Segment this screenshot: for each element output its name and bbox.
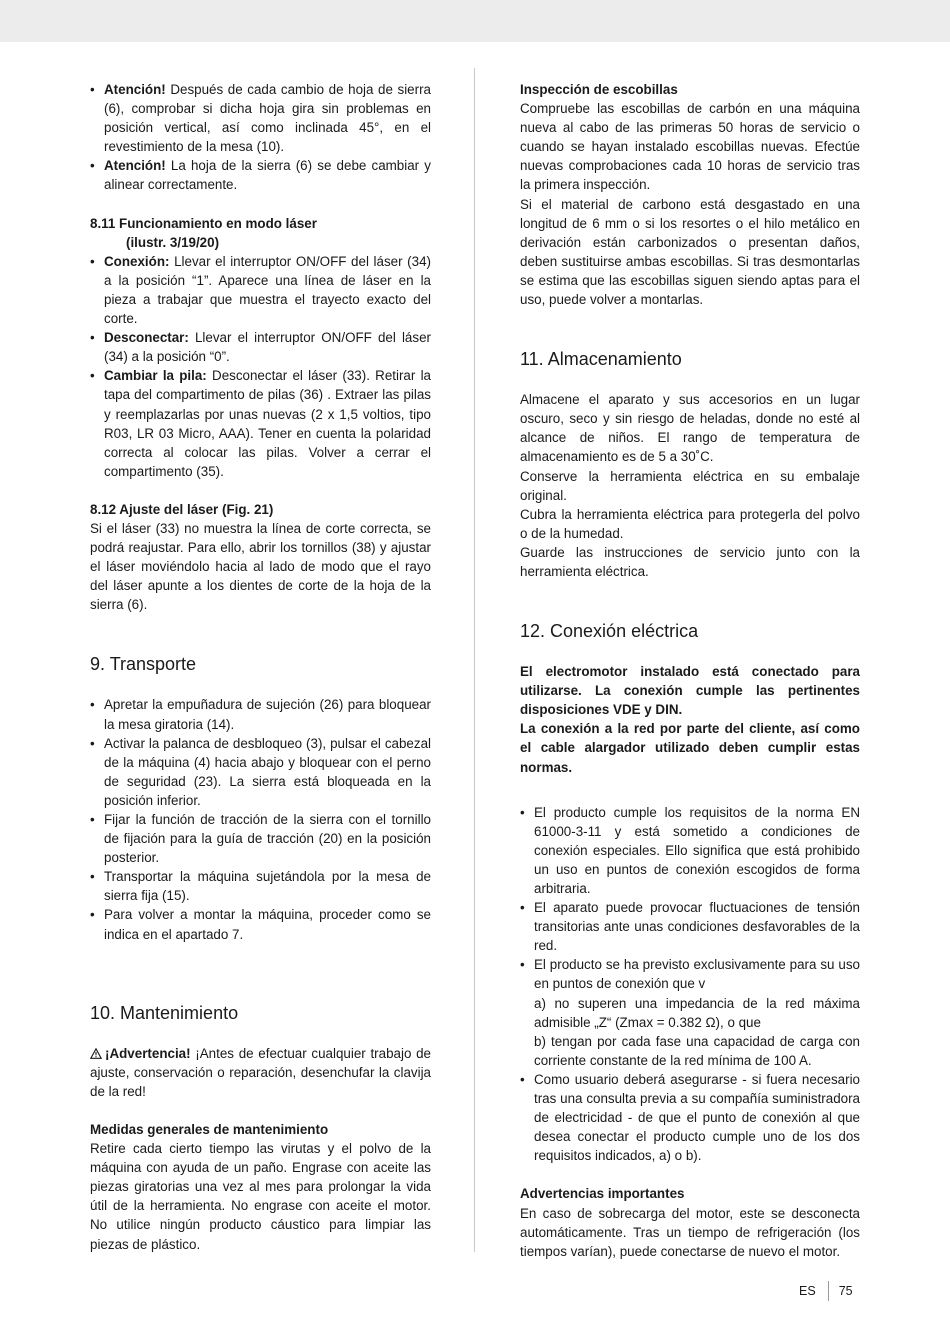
brush-paragraph-1: Compruebe las escobillas de carbón en una máquina nueva al cabo de las primeras 50 horas de servicio o cuando se hayan instalado escobillas nuevas. Efectúe nuevas comprobaciones cada 10 horas de servicio tras la primera inspección. [520,101,860,193]
attention-list [90,80,431,195]
section-8-11-subtitle: (ilustr. 3/19/20) [126,234,220,250]
list-item: • Activar la palanca de desbloqueo (3), pulsar el cabezal de la máquina (4) hacia abajo y bloquear con el perno de seguridad (23). La sierra está bloqueada en la posición inferior. [90,734,431,810]
important-warnings-title: Advertencias importantes [520,1186,685,1202]
storage-paragraph-2: Conserve la herramienta eléctrica en su embalaje original. [520,468,860,503]
list-item: • El producto se ha previsto exclusivamente para su uso en puntos de conexión que v a) no superen una impedancia de la red máxima admisible „Z“ (Zmax = 0.382 Ω), o que b) tengan por cada fase una capacidad de carga con corriente constante de la red mínima de 100 A. [520,955,860,1070]
list-item: • Apretar la empuñadura de sujeción (26) para bloquear la mesa giratoria (14). [90,695,431,733]
section-8-12-title: 8.12 Ajuste del láser (Fig. 21) [90,501,274,517]
maintenance-text: Retire cada cierto tiempo las virutas y el polvo de la máquina con ayuda de un paño. Engrase con aceite las piezas giratorias una vez al mes para prolongar la vida útil de la herramienta. No engrase con aceite el motor. No utilice ningún producto cáustico para limpiar las piezas de plástico. [90,1141,431,1252]
language-code: ES [799,1284,816,1298]
important-warnings-text: En caso de sobrecarga del motor, este se desconecta automáticamente. Tras un tiempo de refrigeración (los tiempos varían), puede conectarse de nuevo el motor. [520,1205,860,1259]
heading-almacenamiento: 11. Almacenamiento [520,349,682,370]
transport-list [90,695,431,943]
list-item: • Atención! Después de cada cambio de hoja de sierra (6), comprobar si dicha hoja gira sin problemas en posición vertical, así como inclinada 45°, en el revestimiento de la mesa (10). [90,80,431,156]
electric-note-1: El electromotor instalado está conectado para utilizarse. La conexión cumple las pertinentes disposiciones VDE y DIN. [520,664,860,718]
column-divider [474,68,475,1252]
heading-mantenimiento: 10. Mantenimiento [90,1002,239,1023]
list-item: • Como usuario deberá asegurarse - si fuera necesario tras una consulta previa a su compañía suministradora de electricidad - de que el punto de conexión al que desea conectar el producto cumple uno de los dos requisitos indicados, a) o b). [520,1070,860,1165]
storage-paragraph-1: Almacene el aparato y sus accesorios en un lugar oscuro, seco y sin riesgo de heladas, donde no esté al alcance de niños. El rango de temperatura de almacenamiento es de 5 a 30˚C. [520,392,860,465]
list-item: • El producto cumple los requisitos de la norma EN 61000-3-11 y está sometido a condiciones de conexión especiales. Ello significa que está prohibido un uso en puntos de conexión escogidos de forma arbitraria. [520,803,860,898]
electric-note-2: La conexión a la red por parte del cliente, así como el cable alargador utilizado deben cumplir estas normas. [520,721,860,775]
list-item: • Desconectar: Llevar el interruptor ON/OFF del láser (34) a la posición “0”. [90,328,431,366]
section-8-12-text: Si el láser (33) no muestra la línea de corte correcta, se podrá reajustar. Para ello, abrir los tornillos (38) y ajustar el láser moviéndolo hacia al lado de modo que el rayo del láser apunte a los dientes de corte de la hoja de la sierra (6). [90,520,431,613]
heading-transporte: 9. Transporte [90,654,197,675]
right-column [520,80,860,1261]
page-footer [799,1281,853,1301]
maintenance-subtitle: Medidas generales de mantenimiento [90,1121,329,1137]
list-item: • El aparato puede provocar fluctuaciones de tensión transitorias ante unas condiciones desfavorables de la red. [520,898,860,955]
section-8-11-title: 8.11 Funcionamiento en modo láser [90,215,317,231]
list-item: • Cambiar la pila: Desconectar el láser (33). Retirar la tapa del compartimento de pilas (36) . Extraer las pilas y reemplazarlas por unas nuevas (2 x 1,5 voltios, tipo R03, LR 03 Micro, AAA). Tener en cuenta la polaridad correcta al colocar las pilas. Volver a cerrar el compartimento (35). [90,366,431,481]
electric-list [520,803,860,1166]
storage-paragraph-3: Cubra la herramienta eléctrica para protegerla del polvo o de la humedad. [520,506,860,541]
list-item: • Para volver a montar la máquina, proceder como se indica en el apartado 7. [90,905,431,943]
laser-list [90,252,431,481]
maintenance-warning: ¡Advertencia! ¡Antes de efectuar cualquier trabajo de ajuste, conservación o reparación, desenchufar la clavija de la red! [90,1045,431,1099]
brush-inspection-title: Inspección de escobillas [520,82,678,97]
list-item: • Transportar la máquina sujetándola por la mesa de sierra fija (15). [90,867,431,905]
heading-conexion-electrica: 12. Conexión eléctrica [520,621,699,642]
left-column [90,80,431,1254]
top-band [0,0,950,42]
warning-triangle-icon [90,1048,102,1059]
list-item: • Fijar la función de tracción de la sierra con el tornillo de fijación para la guía de tracción (20) en la posición posterior. [90,810,431,867]
footer-separator [828,1281,829,1301]
list-item: • Conexión: Llevar el interruptor ON/OFF del láser (34) a la posición “1”. Aparece una línea de láser en la pieza a trabajar que muestra el trayecto exacto del corte. [90,252,431,328]
brush-paragraph-2: Si el material de carbono está desgastado en una longitud de 6 mm o si los resortes o el hilo metálico en derivación están carbonizados o presentan daños, deben sustituirse ambas escobillas. Si tras desmontarlas se estima que las escobillas siguen siendo aptas para el uso, puede volver a montarlas. [520,196,860,308]
page-number: 75 [838,1284,853,1298]
storage-paragraph-4: Guarde las instrucciones de servicio junto con la herramienta eléctrica. [520,544,860,579]
list-item: • Atención! La hoja de la sierra (6) se debe cambiar y alinear correctamente. [90,156,431,194]
